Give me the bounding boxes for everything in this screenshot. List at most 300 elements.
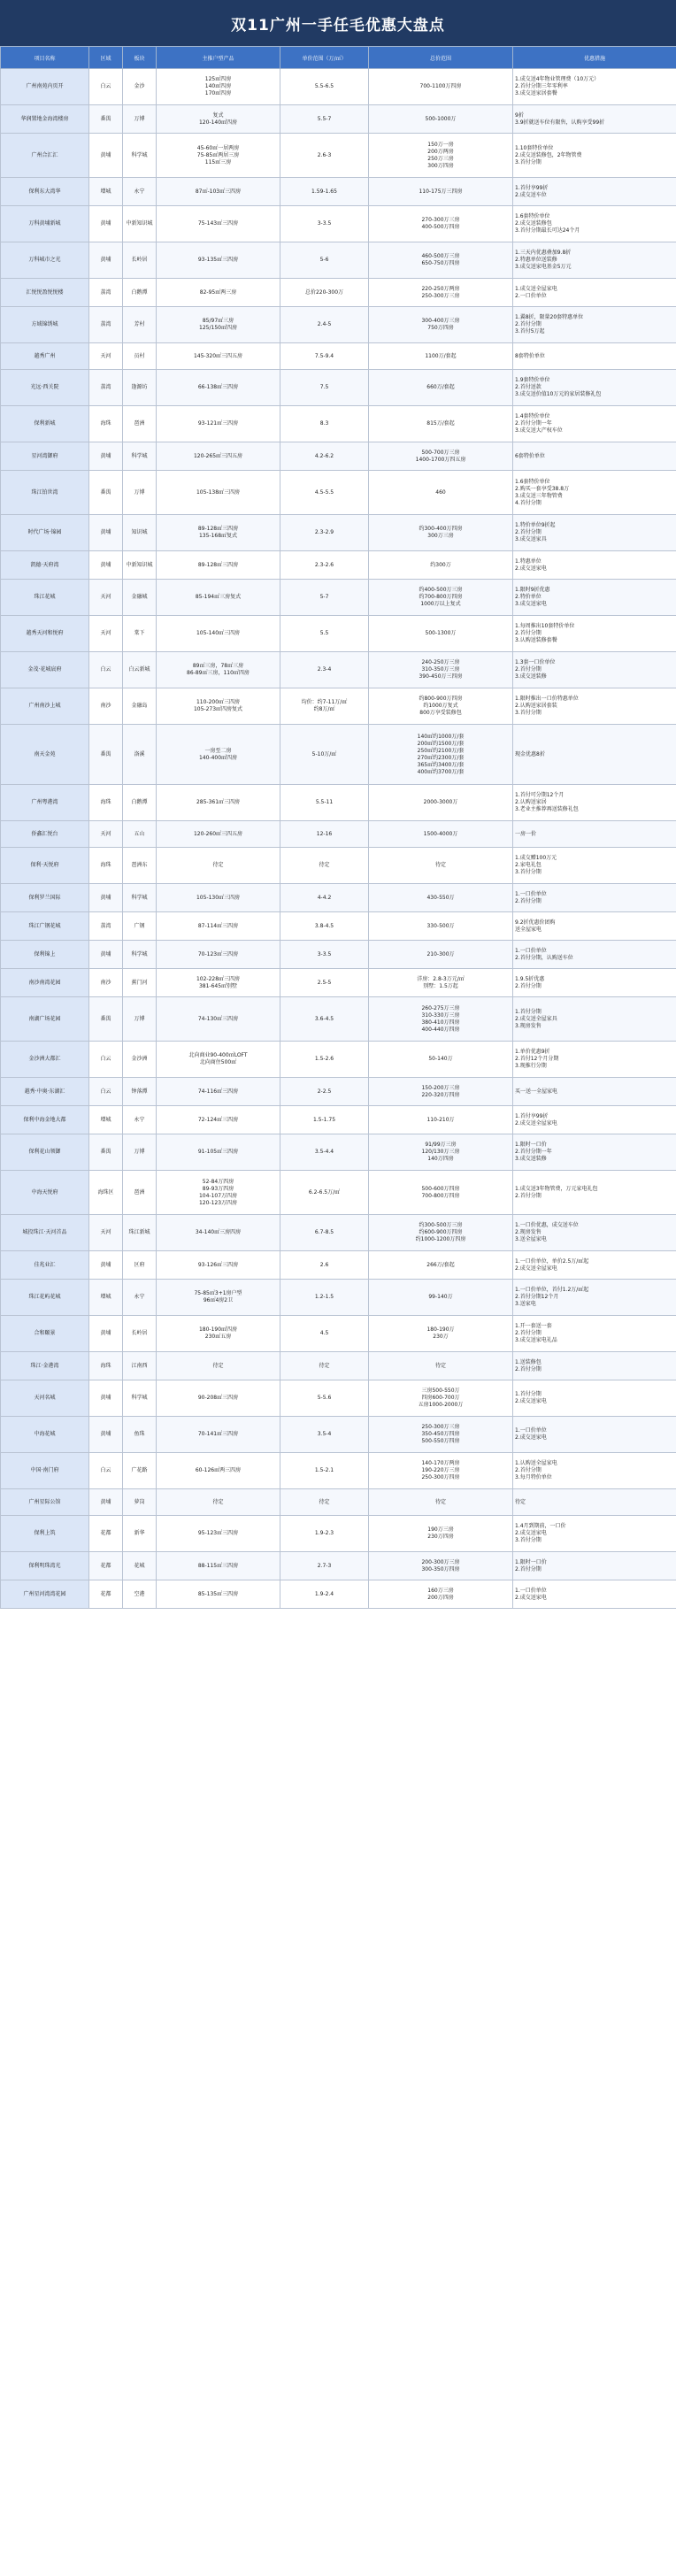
cell-price: 总价220-300万 <box>280 279 369 307</box>
cell-product: 52-84万四房 89-93万四房 104-107万四房 120-123万四房 <box>157 1171 280 1215</box>
cell-block: 萝岗 <box>123 1489 157 1516</box>
cell-block: 钟落潭 <box>123 1078 157 1106</box>
cell-total: 190万三房 230万四房 <box>369 1516 513 1552</box>
table-row <box>1 206 676 242</box>
cell-offer: 1.9.5折优惠 2.首付分期 <box>513 969 676 997</box>
cell-offer: 1.一口价单位 2.首付分期 <box>513 884 676 912</box>
cell-product: 复式 120-140㎡四房 <box>157 105 280 134</box>
cell-block: 永宁 <box>123 1280 157 1316</box>
cell-name: 中国·南门府 <box>1 1453 89 1489</box>
cell-product: 90-208㎡三四房 <box>157 1380 280 1417</box>
cell-total: 待定 <box>369 848 513 884</box>
cell-product: 110-200㎡三四房 105-273㎡四房复式 <box>157 688 280 725</box>
cell-product: 82-95㎡两三房 <box>157 279 280 307</box>
cell-price: 3.8-4.5 <box>280 912 369 941</box>
cell-area: 天河 <box>89 821 123 848</box>
cell-block: 知识城 <box>123 515 157 551</box>
table-row <box>1 884 676 912</box>
cell-area: 黄埔 <box>89 1489 123 1516</box>
cell-product: 一房至二房 140-400㎡四房 <box>157 725 280 785</box>
cell-product: 85-135㎡三四房 <box>157 1580 280 1609</box>
cell-block: 江南西 <box>123 1352 157 1380</box>
cell-block: 长岭居 <box>123 242 157 279</box>
table-row <box>1 1078 676 1106</box>
cell-product: 89-128㎡三四房 <box>157 551 280 580</box>
cell-block: 金融城 <box>123 580 157 616</box>
cell-area: 增城 <box>89 1280 123 1316</box>
cell-product: 75-143㎡三四房 <box>157 206 280 242</box>
cell-block: 区府 <box>123 1251 157 1280</box>
cell-area: 荔湾 <box>89 307 123 343</box>
cell-name: 广州粤港湾 <box>1 785 89 821</box>
cell-offer: 1.10套特价单位 2.成交送装修包，2年物管费 3.首付分期 <box>513 134 676 178</box>
cell-offer: 1.4月到期前，一口价 2.成交送家电 3.首付分期 <box>513 1516 676 1552</box>
cell-area: 白云 <box>89 1453 123 1489</box>
cell-offer: 1.6套特价单位 2.成交送装修包 3.首付分期最长可达24个月 <box>513 206 676 242</box>
cell-block: 琶洲 <box>123 1171 157 1215</box>
cell-area: 天河 <box>89 580 123 616</box>
cell-block: 新华 <box>123 1516 157 1552</box>
cell-area: 海珠 <box>89 1352 123 1380</box>
cell-offer: 1.成交送全屋家电 2.一口价单位 <box>513 279 676 307</box>
cell-offer: 待定 <box>513 1489 676 1516</box>
cell-name: 越秀广州 <box>1 343 89 370</box>
table-row <box>1 279 676 307</box>
cell-name: 珠江花城 <box>1 580 89 616</box>
cell-price: 4-4.2 <box>280 884 369 912</box>
cell-total: 300-400万三房 750万四房 <box>369 307 513 343</box>
table-row <box>1 178 676 206</box>
header-total: 总价范围 <box>369 47 513 69</box>
cell-name: 城投珠江·天河首品 <box>1 1215 89 1251</box>
table-row <box>1 515 676 551</box>
cell-name: 保利罗兰国际 <box>1 884 89 912</box>
cell-area: 黄埔 <box>89 134 123 178</box>
cell-area: 荔湾 <box>89 279 123 307</box>
cell-area: 海珠 <box>89 785 123 821</box>
cell-area: 天河 <box>89 343 123 370</box>
table-row <box>1 912 676 941</box>
cell-total: 110-175万三四房 <box>369 178 513 206</box>
table-row <box>1 1134 676 1171</box>
table-row <box>1 1417 676 1453</box>
cell-block: 五山 <box>123 821 157 848</box>
cell-product: 145-320㎡三四五房 <box>157 343 280 370</box>
cell-offer: 1.开一套送一套 2.首付分期 3.成交送家电礼品 <box>513 1316 676 1352</box>
cell-area: 白云 <box>89 69 123 105</box>
cell-area: 白云 <box>89 1042 123 1078</box>
cell-total: 210-300万 <box>369 941 513 969</box>
cell-price: 5.5-6.5 <box>280 69 369 105</box>
cell-area: 番禺 <box>89 105 123 134</box>
cell-name: 金茂·花城宸府 <box>1 652 89 688</box>
cell-name: 万科城市之光 <box>1 242 89 279</box>
table-row <box>1 688 676 725</box>
cell-area: 海珠 <box>89 406 123 442</box>
cell-name: 保利花山领御 <box>1 1134 89 1171</box>
cell-offer: 1.认购送全屋家电 2.首付分期 3.每月特价单位 <box>513 1453 676 1489</box>
cell-offer: 1.一口价优惠，成交送车位 2.现房发售 3.送全屋家电 <box>513 1215 676 1251</box>
table-row <box>1 1516 676 1552</box>
cell-price: 5.5-7 <box>280 105 369 134</box>
cell-name: 金沙洲大都汇 <box>1 1042 89 1078</box>
cell-area: 海珠区 <box>89 1171 123 1215</box>
table-row <box>1 616 676 652</box>
cell-total: 待定 <box>369 1352 513 1380</box>
cell-offer: 1.一口价单位，单价2.5万/㎡起 2.成交送全屋家电 <box>513 1251 676 1280</box>
cell-product: 102-228㎡三四房 381-645㎡别墅 <box>157 969 280 997</box>
cell-area: 天河 <box>89 616 123 652</box>
table-row <box>1 1453 676 1489</box>
table-row <box>1 242 676 279</box>
cell-area: 花都 <box>89 1580 123 1609</box>
cell-offer: 9.2折优惠价团购 送全屋家电 <box>513 912 676 941</box>
cell-offer: 1.特惠单位 2.成交送家电 <box>513 551 676 580</box>
cell-offer: 1.限时推出一口价特惠单位 2.认购送家居套装 3.首付分期 <box>513 688 676 725</box>
cell-block: 白鹅潭 <box>123 785 157 821</box>
cell-name: 时代广场·锦园 <box>1 515 89 551</box>
cell-name: 南沙南湾花园 <box>1 969 89 997</box>
cell-offer: 1.9套特价单位 2.首付送款 3.成交送价值10万元的家居装修礼包 <box>513 370 676 406</box>
cell-price: 2.7-3 <box>280 1552 369 1580</box>
cell-area: 番禺 <box>89 997 123 1042</box>
cell-block: 芳村 <box>123 307 157 343</box>
cell-total: 140㎡约1000万/套 200㎡约1500万/套 250㎡约2100万/套 270㎡约2300万/套 365㎡约3400万/套 400㎡约3700万/套 <box>369 725 513 785</box>
cell-name: 南天金苑 <box>1 725 89 785</box>
cell-offer: 1.送装修包 2.首付分期 <box>513 1352 676 1380</box>
cell-price: 5-7 <box>280 580 369 616</box>
cell-total: 500-600万四房 700-800万四房 <box>369 1171 513 1215</box>
cell-name: 保利中海金地大都 <box>1 1106 89 1134</box>
cell-price: 5-5.6 <box>280 1380 369 1417</box>
cell-price: 5-6 <box>280 242 369 279</box>
cell-offer: 1.每周推出10套特价单位 2.首付分期 3.认购送装修套餐 <box>513 616 676 652</box>
cell-price: 5-10万/㎡ <box>280 725 369 785</box>
cell-name: 保利·天悦府 <box>1 848 89 884</box>
cell-area: 黄埔 <box>89 884 123 912</box>
cell-total: 270-300万三房 400-500万四房 <box>369 206 513 242</box>
cell-product: 91-105㎡三四房 <box>157 1134 280 1171</box>
table-row <box>1 134 676 178</box>
cell-block: 永宁 <box>123 1106 157 1134</box>
cell-name: 方域锦绣城 <box>1 307 89 343</box>
cell-block: 逢源坊 <box>123 370 157 406</box>
cell-product: 70-141㎡三四房 <box>157 1417 280 1453</box>
table-row <box>1 69 676 105</box>
cell-price: 4.5-5.5 <box>280 471 369 515</box>
cell-offer: 1.限时一口价 2.首付分期 <box>513 1552 676 1580</box>
cell-product: 105-140㎡三四房 <box>157 616 280 652</box>
cell-price: 3.5-4 <box>280 1417 369 1453</box>
cell-offer: 1.限时9折优惠 2.特价单位 3.成交送家电 <box>513 580 676 616</box>
cell-total: 460-500万三房 650-750万四房 <box>369 242 513 279</box>
cell-price: 1.2-1.5 <box>280 1280 369 1316</box>
cell-offer: 8套特价单位 <box>513 343 676 370</box>
cell-price: 8.3 <box>280 406 369 442</box>
cell-name: 广州南苑内页开 <box>1 69 89 105</box>
cell-total: 约400-500万三房 约700-800万四房 1000万以上复式 <box>369 580 513 616</box>
cell-block: 空港 <box>123 1580 157 1609</box>
cell-block: 万博 <box>123 997 157 1042</box>
cell-offer: 1.成交送4年物业管理费（10万元） 2.首付分期三年零利率 3.成交送家居套餐 <box>513 69 676 105</box>
cell-offer: 买一送一全屋家电 <box>513 1078 676 1106</box>
cell-name: 天河名城 <box>1 1380 89 1417</box>
cell-price: 1.9-2.4 <box>280 1580 369 1609</box>
cell-price: 2.3-4 <box>280 652 369 688</box>
cell-price: 1.59-1.65 <box>280 178 369 206</box>
cell-offer: 现金优惠8折 <box>513 725 676 785</box>
cell-product: 待定 <box>157 1352 280 1380</box>
cell-block: 科学城 <box>123 941 157 969</box>
cell-total: 260-275万三房 310-330万三房 380-410万四房 400-440万四房 <box>369 997 513 1042</box>
cell-product: 待定 <box>157 1489 280 1516</box>
cell-name: 广州星河湾湾花园 <box>1 1580 89 1609</box>
cell-offer: 1.首付享99折 2.成交送车位 <box>513 178 676 206</box>
table-row <box>1 969 676 997</box>
cell-name: 佳兆业汇 <box>1 1251 89 1280</box>
cell-name: 保利东大湾华 <box>1 178 89 206</box>
cell-total: 约300-400万四房 300万三房 <box>369 515 513 551</box>
cell-price: 6.2-6.5万/㎡ <box>280 1171 369 1215</box>
cell-price: 12-16 <box>280 821 369 848</box>
cell-product: 285-361㎡三四房 <box>157 785 280 821</box>
cell-area: 海珠 <box>89 848 123 884</box>
cell-area: 南沙 <box>89 688 123 725</box>
cell-product: 85-194㎡三房复式 <box>157 580 280 616</box>
table-row <box>1 370 676 406</box>
table-row <box>1 1580 676 1609</box>
cell-block: 蕉门河 <box>123 969 157 997</box>
table-row <box>1 1106 676 1134</box>
cell-area: 番禺 <box>89 471 123 515</box>
cell-price: 2.3-2.6 <box>280 551 369 580</box>
cell-price: 均价：约7-11万/㎡ 约8万/㎡ <box>280 688 369 725</box>
table-row <box>1 1489 676 1516</box>
cell-offer: 9折 3.9折就送车位有限售，认购享受99折 <box>513 105 676 134</box>
cell-block: 长岭居 <box>123 1316 157 1352</box>
cell-price: 2-2.5 <box>280 1078 369 1106</box>
table-row <box>1 471 676 515</box>
cell-area: 黄埔 <box>89 442 123 471</box>
cell-total: 洋房：2.8-3万元/㎡ 别墅：1.5万起 <box>369 969 513 997</box>
cell-area: 黄埔 <box>89 206 123 242</box>
cell-product: 北向商业90-400㎡LOFT 北向商住500㎡ <box>157 1042 280 1078</box>
table-row <box>1 343 676 370</box>
cell-area: 花都 <box>89 1552 123 1580</box>
table-row <box>1 105 676 134</box>
cell-price: 2.4-5 <box>280 307 369 343</box>
cell-block: 琶洲 <box>123 406 157 442</box>
cell-block: 珠江新城 <box>123 1215 157 1251</box>
cell-total: 250-300万三房 350-450万四房 500-550万四房 <box>369 1417 513 1453</box>
cell-price: 5.5-11 <box>280 785 369 821</box>
cell-price: 5.5 <box>280 616 369 652</box>
cell-name: 珠江广钢花城 <box>1 912 89 941</box>
cell-total: 460 <box>369 471 513 515</box>
header-offer: 优惠措施 <box>513 47 676 69</box>
cell-area: 天河 <box>89 1215 123 1251</box>
cell-price: 2.6-3 <box>280 134 369 178</box>
cell-block: 广钢 <box>123 912 157 941</box>
cell-offer: 1.三天内优惠叠加9.8折 2.特惠单位送装修 3.成交送家电基金5万元 <box>513 242 676 279</box>
cell-name: 保利新城 <box>1 406 89 442</box>
cell-block: 金沙 <box>123 69 157 105</box>
cell-total: 660万/套起 <box>369 370 513 406</box>
cell-name: 越秀·中奥·东湖汇 <box>1 1078 89 1106</box>
cell-price: 1.5-2.1 <box>280 1453 369 1489</box>
cell-area: 黄埔 <box>89 1380 123 1417</box>
cell-price: 3-3.5 <box>280 941 369 969</box>
table-row <box>1 1215 676 1251</box>
cell-offer: 1.一口价单位 2.成交送家电 <box>513 1580 676 1609</box>
cell-total: 330-500万 <box>369 912 513 941</box>
cell-area: 白云 <box>89 1078 123 1106</box>
cell-total: 500-700万三房 1400-1700万四五房 <box>369 442 513 471</box>
cell-total: 500-1300万 <box>369 616 513 652</box>
cell-price: 6.7-8.5 <box>280 1215 369 1251</box>
cell-block: 金沙洲 <box>123 1042 157 1078</box>
cell-total: 815万/套起 <box>369 406 513 442</box>
cell-product: 120-265㎡三四五房 <box>157 442 280 471</box>
cell-price: 1.5-2.6 <box>280 1042 369 1078</box>
cell-total: 160万三房 200万四房 <box>369 1580 513 1609</box>
cell-total: 150万一房 200万两房 250万三房 300万四房 <box>369 134 513 178</box>
cell-total: 200-300万三房 300-350万四房 <box>369 1552 513 1580</box>
cell-price: 2.6 <box>280 1251 369 1280</box>
cell-name: 珠江花屿花城 <box>1 1280 89 1316</box>
cell-block: 科学城 <box>123 134 157 178</box>
cell-product: 待定 <box>157 848 280 884</box>
table-row <box>1 821 676 848</box>
cell-block: 中新知识城 <box>123 551 157 580</box>
cell-name: 中海花城 <box>1 1417 89 1453</box>
cell-area: 花都 <box>89 1516 123 1552</box>
cell-name: 合和颐景 <box>1 1316 89 1352</box>
cell-block: 员村 <box>123 343 157 370</box>
cell-name: 光远·西关院 <box>1 370 89 406</box>
cell-area: 黄埔 <box>89 941 123 969</box>
cell-price: 待定 <box>280 1489 369 1516</box>
cell-price: 3.5-4.4 <box>280 1134 369 1171</box>
cell-product: 89-128㎡三四房 135-168㎡复式 <box>157 515 280 551</box>
header-area: 区域 <box>89 47 123 69</box>
cell-name: 广州南沙上城 <box>1 688 89 725</box>
cell-block: 白鹅潭 <box>123 279 157 307</box>
table-row <box>1 1171 676 1215</box>
cell-product: 74-116㎡三四房 <box>157 1078 280 1106</box>
table-row <box>1 1552 676 1580</box>
page-title: 双11广州一手任毛优惠大盘点 <box>231 16 445 35</box>
cell-offer: 1.翼8折，限量20套特惠单位 2.首付分期 3.首付5万起 <box>513 307 676 343</box>
cell-total: 240-250万三房 310-350万三房 390-450万三四房 <box>369 652 513 688</box>
table-row <box>1 406 676 442</box>
cell-area: 白云 <box>89 652 123 688</box>
cell-area: 黄埔 <box>89 1251 123 1280</box>
cell-product: 34-140㎡三房四房 <box>157 1215 280 1251</box>
cell-product: 72-124㎡三四房 <box>157 1106 280 1134</box>
cell-block: 棠下 <box>123 616 157 652</box>
cell-name: 珠江铂世湾 <box>1 471 89 515</box>
cell-price: 7.5-9.4 <box>280 343 369 370</box>
cell-area: 黄埔 <box>89 1316 123 1352</box>
cell-total: 500-1000万 <box>369 105 513 134</box>
header-name: 项目名称 <box>1 47 89 69</box>
cell-product: 66-138㎡三四房 <box>157 370 280 406</box>
cell-product: 89㎡三房，78㎡三房 86-89㎡三房，110㎡四房 <box>157 652 280 688</box>
cell-block: 鱼珠 <box>123 1417 157 1453</box>
cell-name: 越秀天河和悦府 <box>1 616 89 652</box>
cell-area: 南沙 <box>89 969 123 997</box>
cell-name: 珠江·金港湾 <box>1 1352 89 1380</box>
cell-offer: 1.首付享99折 2.成交送全屋家电 <box>513 1106 676 1134</box>
cell-offer: 1.一口价单位 2.首付分期，认购送车位 <box>513 941 676 969</box>
table-row <box>1 307 676 343</box>
cell-product: 75-85㎡3+1房户型 96㎡4房2卫 <box>157 1280 280 1316</box>
table-row <box>1 1280 676 1316</box>
table-row <box>1 785 676 821</box>
cell-price: 3-3.5 <box>280 206 369 242</box>
cell-product: 45-60㎡一居两房 75-85㎡两居三房 115㎡三房 <box>157 134 280 178</box>
cell-product: 105-138㎡三四房 <box>157 471 280 515</box>
cell-block: 万博 <box>123 1134 157 1171</box>
cell-total: 110-210万 <box>369 1106 513 1134</box>
cell-product: 74-130㎡三四房 <box>157 997 280 1042</box>
cell-total: 1100万/套起 <box>369 343 513 370</box>
header-block: 板块 <box>123 47 157 69</box>
cell-name: 保利锦上 <box>1 941 89 969</box>
cell-product: 120-260㎡三四五房 <box>157 821 280 848</box>
cell-product: 87-114㎡三四房 <box>157 912 280 941</box>
cell-block: 广花路 <box>123 1453 157 1489</box>
cell-area: 增城 <box>89 178 123 206</box>
cell-total: 1500-4000万 <box>369 821 513 848</box>
cell-block: 科学城 <box>123 442 157 471</box>
cell-offer: 1.3套一口价单位 2.首付分期 3.成交送装修 <box>513 652 676 688</box>
cell-block: 洛溪 <box>123 725 157 785</box>
cell-block: 永宁 <box>123 178 157 206</box>
cell-offer: 6套特价单位 <box>513 442 676 471</box>
cell-total: 700-1100万四房 <box>369 69 513 105</box>
cell-product: 93-135㎡三四房 <box>157 242 280 279</box>
cell-offer: 1.首付可分期12个月 2.认购送家居 3.老业主推荐再送装修礼包 <box>513 785 676 821</box>
cell-name: 广州星际公馆 <box>1 1489 89 1516</box>
cell-offer: 1.一口价单位 2.成交送家电 <box>513 1417 676 1453</box>
cell-area: 荔湾 <box>89 370 123 406</box>
cell-total: 150-200万三房 220-320万四房 <box>369 1078 513 1106</box>
cell-area: 黄埔 <box>89 1417 123 1453</box>
promo-table <box>0 46 676 1609</box>
table-body <box>1 69 676 1609</box>
table-row <box>1 1316 676 1352</box>
cell-total: 99-140万 <box>369 1280 513 1316</box>
cell-offer: 1.成交送3年物管费，万元家电礼包 2.首付分期 <box>513 1171 676 1215</box>
cell-name: 保利明珠湾光 <box>1 1552 89 1580</box>
cell-name: 侨鑫汇悦台 <box>1 821 89 848</box>
cell-area: 番禺 <box>89 725 123 785</box>
cell-name: 广州合汇汇 <box>1 134 89 178</box>
cell-total: 2000-3000万 <box>369 785 513 821</box>
cell-area: 黄埔 <box>89 551 123 580</box>
cell-area: 番禺 <box>89 1134 123 1171</box>
table-row <box>1 551 676 580</box>
table-row <box>1 580 676 616</box>
table-row <box>1 1042 676 1078</box>
table-row <box>1 1352 676 1380</box>
table-row <box>1 997 676 1042</box>
header-price: 单价范围（万/㎡） <box>280 47 369 69</box>
table-header-row <box>1 47 676 69</box>
cell-total: 待定 <box>369 1489 513 1516</box>
